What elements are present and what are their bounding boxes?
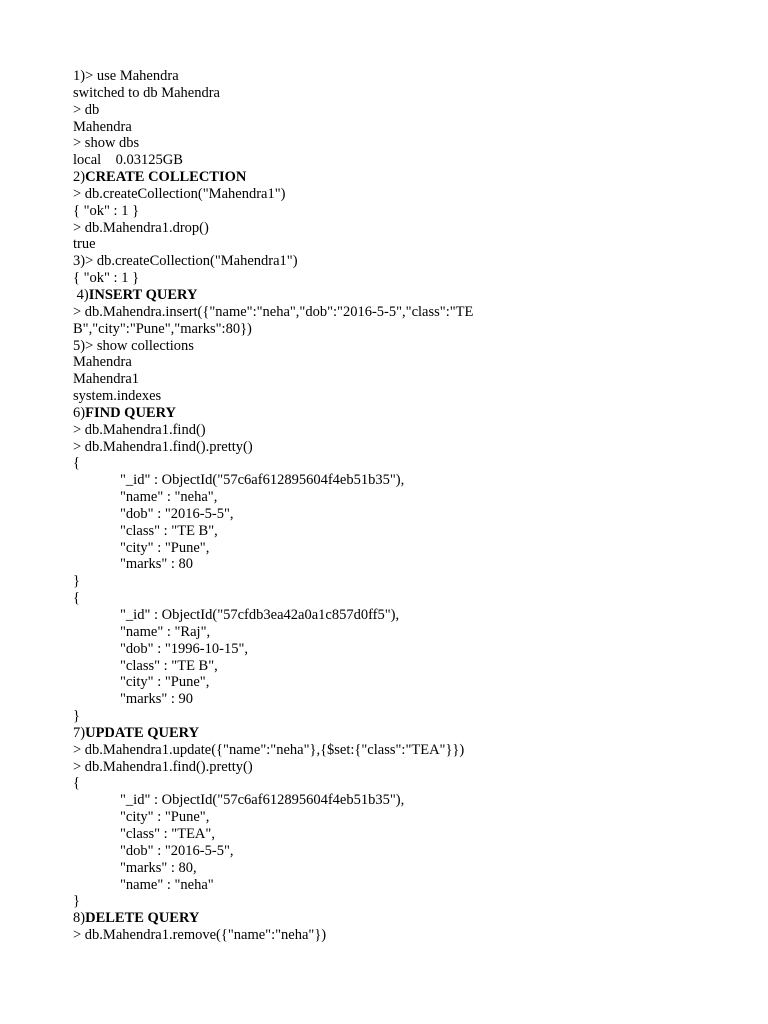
line-text: B","city":"Pune","marks":80}) — [73, 320, 252, 337]
document-line — [73, 371, 713, 388]
document-line — [73, 708, 713, 725]
document-line — [73, 135, 713, 152]
line-text: "marks" : 90 — [120, 691, 194, 708]
line-text: { "ok" : 1 } — [73, 202, 140, 219]
line-text: { — [73, 775, 80, 792]
document-line — [73, 523, 713, 540]
line-text: { "ok" : 1 } — [73, 270, 140, 287]
document-line — [73, 641, 713, 658]
document-line — [73, 826, 713, 843]
line-text: "_id" : ObjectId("57c6af612895604f4eb51b35"), — [120, 472, 405, 489]
document-line — [73, 674, 713, 691]
document-line — [73, 338, 713, 355]
section-heading-line — [73, 910, 713, 927]
document-line — [73, 203, 713, 220]
section-heading-line — [73, 169, 713, 186]
section-heading: UPDATE QUERY — [85, 724, 200, 741]
line-text: "_id" : ObjectId("57cfdb3ea42a0a1c857d0ff5"), — [120, 607, 400, 623]
line-text: "class" : "TE B", — [120, 522, 218, 539]
document-line — [73, 68, 713, 85]
line-text: "city" : "Pune", — [120, 539, 210, 556]
line-text: > db.Mahendra1.find() — [73, 421, 206, 438]
section-heading: FIND QUERY — [85, 404, 177, 421]
line-text: "city" : "Pune", — [120, 809, 210, 826]
document-line — [73, 270, 713, 287]
document-line — [73, 658, 713, 675]
line-text: true — [73, 236, 96, 253]
document-line — [73, 354, 713, 371]
document-line — [73, 893, 713, 910]
document-line — [73, 102, 713, 119]
document-line — [73, 691, 713, 708]
section-number: 7) — [73, 724, 86, 741]
section-heading: CREATE COLLECTION — [85, 169, 247, 186]
line-text: "marks" : 80, — [120, 859, 197, 876]
document-body — [73, 68, 713, 944]
document-line — [73, 540, 713, 557]
line-text: > db.createCollection("Mahendra1") — [73, 185, 286, 202]
line-text: "class" : "TEA", — [120, 825, 215, 842]
document-line — [73, 186, 713, 203]
section-number: 5) — [73, 337, 86, 354]
line-text: > db — [73, 101, 100, 118]
document-line — [73, 877, 713, 894]
document-line — [73, 590, 713, 607]
line-text: "dob" : "2016-5-5", — [120, 842, 234, 859]
document-line — [73, 556, 713, 573]
document-line — [73, 455, 713, 472]
document-line — [73, 119, 713, 136]
line-text: } — [73, 893, 80, 910]
section-number: 3) — [73, 253, 86, 270]
document-line — [73, 439, 713, 456]
document-line — [73, 775, 713, 792]
line-text: > db.Mahendra1.drop() — [73, 219, 209, 236]
line-text: > db.Mahendra1.find().pretty() — [73, 758, 253, 775]
line-text: Mahendra — [73, 354, 132, 371]
section-number: 2) — [73, 169, 86, 186]
document-line — [73, 388, 713, 405]
line-text: Mahendra — [73, 118, 132, 135]
document-line — [73, 624, 713, 641]
section-heading: INSERT QUERY — [88, 286, 198, 303]
document-line — [73, 236, 713, 253]
line-text: > show collections — [85, 337, 194, 354]
line-text: > use Mahendra — [85, 68, 179, 84]
document-line — [73, 304, 713, 321]
document-line — [73, 843, 713, 860]
document-line — [73, 85, 713, 102]
document-line — [73, 759, 713, 776]
line-text: local 0.03125GB — [73, 152, 183, 169]
document-line — [73, 506, 713, 523]
line-text: system.indexes — [73, 388, 162, 405]
document-line — [73, 489, 713, 506]
line-text: "city" : "Pune", — [120, 674, 210, 691]
line-text: { — [73, 455, 80, 472]
section-heading-line — [73, 725, 713, 742]
line-text: } — [73, 573, 80, 590]
line-text: "dob" : "1996-10-15", — [120, 640, 248, 657]
document-line — [73, 422, 713, 439]
line-text: "name" : "neha" — [120, 876, 214, 893]
line-text: > db.Mahendra1.remove({"name":"neha"}) — [73, 927, 327, 944]
line-text: > db.Mahendra1.find().pretty() — [73, 438, 253, 455]
section-heading-line — [73, 287, 713, 304]
section-number: 4) — [73, 286, 89, 303]
line-text: "_id" : ObjectId("57c6af612895604f4eb51b35"), — [120, 792, 405, 809]
document-line — [73, 253, 713, 270]
line-text: switched to db Mahendra — [73, 84, 220, 101]
line-text: "dob" : "2016-5-5", — [120, 505, 234, 522]
line-text: } — [73, 708, 80, 725]
document-line — [73, 607, 713, 624]
section-heading-line — [73, 405, 713, 422]
document-line — [73, 472, 713, 489]
document-line — [73, 860, 713, 877]
document-line — [73, 573, 713, 590]
line-text: "class" : "TE B", — [120, 657, 218, 674]
document-line — [73, 152, 713, 169]
document-line — [73, 792, 713, 809]
section-number: 6) — [73, 404, 86, 421]
document-line — [73, 927, 713, 944]
document-line — [73, 321, 713, 338]
line-text: > db.createCollection("Mahendra1") — [85, 253, 298, 270]
section-number: 8) — [73, 910, 86, 927]
line-text: "name" : "Raj", — [120, 623, 211, 640]
line-text: { — [73, 590, 80, 607]
section-heading: DELETE QUERY — [85, 910, 200, 927]
line-text: > db.Mahendra1.update({"name":"neha"},{$set:{"class":"TEA"}}) — [73, 741, 465, 758]
line-text: "name" : "neha", — [120, 489, 218, 506]
line-text: Mahendra1 — [73, 371, 140, 388]
document-line — [73, 742, 713, 759]
line-text: > show dbs — [73, 135, 140, 152]
line-text: > db.Mahendra.insert({"name":"neha","dob":"2016-5-5","class":"TE — [73, 303, 474, 320]
document-line — [73, 220, 713, 237]
section-number: 1) — [73, 68, 86, 84]
document-line — [73, 809, 713, 826]
line-text: "marks" : 80 — [120, 556, 194, 573]
